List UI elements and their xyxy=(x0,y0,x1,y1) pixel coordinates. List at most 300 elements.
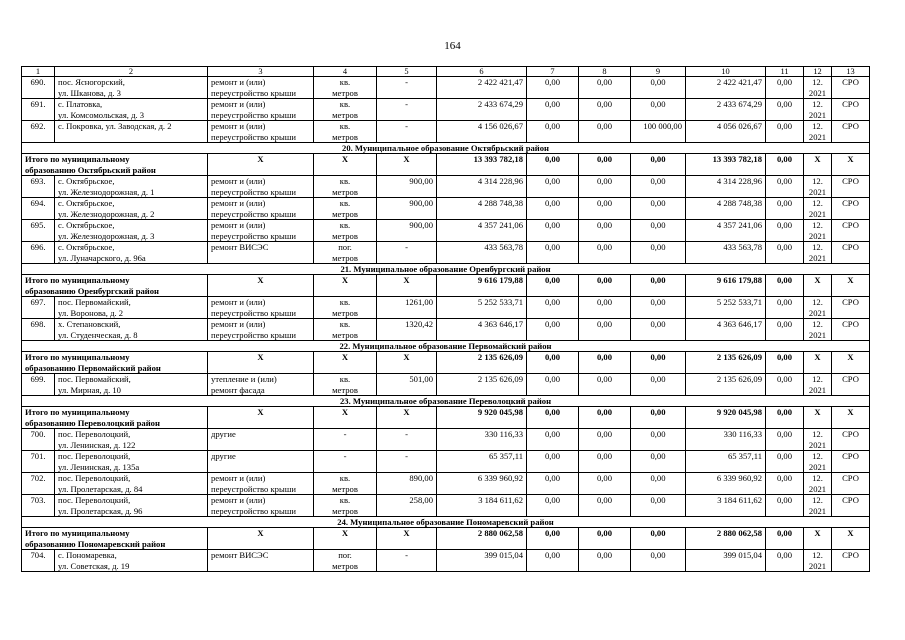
cell-amount: 0,00 xyxy=(766,451,804,473)
cell-x: Х xyxy=(832,154,870,176)
table-row xyxy=(22,495,870,517)
cell-x: Х xyxy=(377,154,437,176)
cell-method: СРО xyxy=(832,495,870,517)
cell-amount: 0,00 xyxy=(579,451,631,473)
cell-total: 2 135 626,09 xyxy=(437,374,527,396)
register-table xyxy=(21,66,870,572)
cell-total: 433 563,78 xyxy=(437,242,527,264)
cell-amount: 0,00 xyxy=(631,495,686,517)
cell-total: 2 422 421,47 xyxy=(437,77,527,99)
cell-x: Х xyxy=(804,154,832,176)
section-title: 22. Муниципальное образование Первомайский район xyxy=(22,341,870,352)
cell-unit: кв. метров xyxy=(314,495,377,517)
cell-amount: 4 056 026,67 xyxy=(686,121,766,143)
cell-x: Х xyxy=(832,407,870,429)
cell-quantity: 890,00 xyxy=(377,473,437,495)
cell-quantity: - xyxy=(377,77,437,99)
cell-term: 12. 2021 xyxy=(804,319,832,341)
cell-address: пос. Ясногорский, ул. Шканова, д. 3 xyxy=(55,77,208,99)
cell-method: СРО xyxy=(832,121,870,143)
section-header-row xyxy=(22,143,870,154)
cell-unit: кв. метров xyxy=(314,374,377,396)
cell-amount: 0,00 xyxy=(527,121,579,143)
cell-amount: 0,00 xyxy=(579,429,631,451)
cell-method: СРО xyxy=(832,99,870,121)
cell-amount: 0,00 xyxy=(631,275,686,297)
col-header: 3 xyxy=(208,67,314,77)
section-title: 20. Муниципальное образование Октябрьский район xyxy=(22,143,870,154)
cell-address: пос. Переволоцкий, ул. Ленинская, д. 135а xyxy=(55,451,208,473)
cell-unit: кв. метров xyxy=(314,99,377,121)
cell-amount: 13 393 782,18 xyxy=(686,154,766,176)
cell-method: СРО xyxy=(832,550,870,572)
cell-number: 690. xyxy=(22,77,55,99)
section-header-row xyxy=(22,264,870,275)
cell-amount: 5 252 533,71 xyxy=(686,297,766,319)
cell-quantity: - xyxy=(377,121,437,143)
cell-x: Х xyxy=(377,352,437,374)
cell-x: Х xyxy=(377,275,437,297)
cell-amount: 0,00 xyxy=(527,319,579,341)
table-row xyxy=(22,77,870,99)
district-total-row xyxy=(22,352,870,374)
cell-total: 399 015,04 xyxy=(437,550,527,572)
cell-amount: 0,00 xyxy=(579,275,631,297)
cell-x: Х xyxy=(208,275,314,297)
cell-term: 12. 2021 xyxy=(804,495,832,517)
cell-term: 12. 2021 xyxy=(804,429,832,451)
table-row xyxy=(22,198,870,220)
cell-unit: кв. метров xyxy=(314,77,377,99)
cell-quantity: - xyxy=(377,99,437,121)
cell-amount: 0,00 xyxy=(766,429,804,451)
cell-amount: 433 563,78 xyxy=(686,242,766,264)
cell-amount: 0,00 xyxy=(631,198,686,220)
cell-amount: 0,00 xyxy=(766,407,804,429)
cell-unit: кв. метров xyxy=(314,198,377,220)
cell-amount: 0,00 xyxy=(527,242,579,264)
col-header: 5 xyxy=(377,67,437,77)
cell-quantity: 1320,42 xyxy=(377,319,437,341)
cell-work-type: другие xyxy=(208,429,314,451)
col-header: 10 xyxy=(686,67,766,77)
cell-amount: 0,00 xyxy=(631,528,686,550)
cell-x: Х xyxy=(832,352,870,374)
cell-amount: 0,00 xyxy=(527,198,579,220)
cell-amount: 0,00 xyxy=(579,319,631,341)
cell-method: СРО xyxy=(832,176,870,198)
cell-amount: 3 184 611,62 xyxy=(686,495,766,517)
cell-amount: 0,00 xyxy=(631,154,686,176)
cell-number: 697. xyxy=(22,297,55,319)
cell-amount: 0,00 xyxy=(766,198,804,220)
cell-work-type: ремонт ВИСЭС xyxy=(208,550,314,572)
cell-quantity: 501,00 xyxy=(377,374,437,396)
cell-amount: 0,00 xyxy=(527,429,579,451)
cell-work-type: ремонт и (или) переустройство крыши xyxy=(208,473,314,495)
cell-x: Х xyxy=(377,407,437,429)
cell-term: 12. 2021 xyxy=(804,473,832,495)
cell-amount: 0,00 xyxy=(766,99,804,121)
cell-method: СРО xyxy=(832,319,870,341)
cell-work-type: ремонт и (или) переустройство крыши xyxy=(208,495,314,517)
cell-unit: кв. метров xyxy=(314,220,377,242)
col-header: 9 xyxy=(631,67,686,77)
col-header: 8 xyxy=(579,67,631,77)
cell-amount: 0,00 xyxy=(766,154,804,176)
cell-x: Х xyxy=(804,275,832,297)
cell-number: 699. xyxy=(22,374,55,396)
cell-work-type: ремонт и (или) переустройство крыши xyxy=(208,121,314,143)
cell-method: СРО xyxy=(832,242,870,264)
cell-amount: 0,00 xyxy=(766,473,804,495)
cell-amount: 100 000,00 xyxy=(631,121,686,143)
cell-x: Х xyxy=(314,407,377,429)
cell-address: х. Степановский, ул. Студенческая, д. 8 xyxy=(55,319,208,341)
cell-address: пос. Первомайский, ул. Мирная, д. 10 xyxy=(55,374,208,396)
cell-amount: 0,00 xyxy=(766,352,804,374)
cell-number: 696. xyxy=(22,242,55,264)
cell-total: 2 433 674,29 xyxy=(437,99,527,121)
total-label: Итого по муниципальному образованию Октябрьский район xyxy=(22,154,208,176)
table-row xyxy=(22,176,870,198)
cell-amount: 0,00 xyxy=(631,429,686,451)
cell-method: СРО xyxy=(832,429,870,451)
col-header: 4 xyxy=(314,67,377,77)
cell-address: с. Покровка, ул. Заводская, д. 2 xyxy=(55,121,208,143)
cell-number: 701. xyxy=(22,451,55,473)
cell-unit: кв. метров xyxy=(314,319,377,341)
cell-total: 9 616 179,88 xyxy=(437,275,527,297)
cell-number: 695. xyxy=(22,220,55,242)
cell-work-type: ремонт и (или) переустройство крыши xyxy=(208,198,314,220)
cell-amount: 4 288 748,38 xyxy=(686,198,766,220)
cell-address: пос. Переволоцкий, ул. Пролетарская, д. 84 xyxy=(55,473,208,495)
total-label: Итого по муниципальному образованию Пономаревский район xyxy=(22,528,208,550)
section-title: 21. Муниципальное образование Оренбургский район xyxy=(22,264,870,275)
cell-amount: 0,00 xyxy=(766,121,804,143)
cell-method: СРО xyxy=(832,374,870,396)
cell-x: Х xyxy=(314,528,377,550)
table-row xyxy=(22,550,870,572)
cell-amount: 0,00 xyxy=(527,374,579,396)
cell-amount: 0,00 xyxy=(527,550,579,572)
cell-method: СРО xyxy=(832,473,870,495)
cell-method: СРО xyxy=(832,220,870,242)
cell-x: Х xyxy=(832,275,870,297)
cell-total: 65 357,11 xyxy=(437,451,527,473)
district-total-row xyxy=(22,528,870,550)
cell-amount: 0,00 xyxy=(631,176,686,198)
cell-amount: 0,00 xyxy=(766,220,804,242)
cell-amount: 0,00 xyxy=(766,297,804,319)
total-label: Итого по муниципальному образованию Переволоцкий район xyxy=(22,407,208,429)
cell-x: Х xyxy=(208,528,314,550)
cell-amount: 0,00 xyxy=(631,550,686,572)
cell-term: 12. 2021 xyxy=(804,550,832,572)
cell-quantity: - xyxy=(377,429,437,451)
cell-unit: кв. метров xyxy=(314,176,377,198)
cell-amount: 0,00 xyxy=(766,495,804,517)
cell-term: 12. 2021 xyxy=(804,77,832,99)
cell-total: 330 116,33 xyxy=(437,429,527,451)
cell-amount: 0,00 xyxy=(766,242,804,264)
cell-amount: 0,00 xyxy=(527,407,579,429)
cell-total: 13 393 782,18 xyxy=(437,154,527,176)
cell-total: 4 363 646,17 xyxy=(437,319,527,341)
total-label: Итого по муниципальному образованию Оренбургский район xyxy=(22,275,208,297)
cell-work-type: ремонт и (или) переустройство крыши xyxy=(208,77,314,99)
cell-amount: 0,00 xyxy=(631,77,686,99)
cell-amount: 0,00 xyxy=(527,220,579,242)
cell-amount: 0,00 xyxy=(579,374,631,396)
cell-total: 3 184 611,62 xyxy=(437,495,527,517)
cell-amount: 2 422 421,47 xyxy=(686,77,766,99)
cell-amount: 0,00 xyxy=(766,275,804,297)
cell-quantity: - xyxy=(377,242,437,264)
col-header: 11 xyxy=(766,67,804,77)
cell-total: 6 339 960,92 xyxy=(437,473,527,495)
cell-amount: 0,00 xyxy=(766,319,804,341)
cell-amount: 0,00 xyxy=(631,297,686,319)
cell-total: 4 156 026,67 xyxy=(437,121,527,143)
section-title: 24. Муниципальное образование Пономаревский район xyxy=(22,517,870,528)
cell-quantity: 1261,00 xyxy=(377,297,437,319)
cell-term: 12. 2021 xyxy=(804,99,832,121)
cell-amount: 6 339 960,92 xyxy=(686,473,766,495)
cell-amount: 2 433 674,29 xyxy=(686,99,766,121)
cell-amount: 0,00 xyxy=(631,242,686,264)
cell-amount: 0,00 xyxy=(631,473,686,495)
cell-number: 703. xyxy=(22,495,55,517)
cell-x: Х xyxy=(804,352,832,374)
cell-method: СРО xyxy=(832,198,870,220)
cell-unit: кв. метров xyxy=(314,297,377,319)
cell-amount: 330 116,33 xyxy=(686,429,766,451)
cell-total: 2 135 626,09 xyxy=(437,352,527,374)
cell-quantity: 258,00 xyxy=(377,495,437,517)
cell-term: 12. 2021 xyxy=(804,176,832,198)
cell-amount: 0,00 xyxy=(579,528,631,550)
cell-address: пос. Переволоцкий, ул. Пролетарская, д. 96 xyxy=(55,495,208,517)
cell-amount: 0,00 xyxy=(527,99,579,121)
cell-term: 12. 2021 xyxy=(804,297,832,319)
cell-term: 12. 2021 xyxy=(804,198,832,220)
cell-term: 12. 2021 xyxy=(804,121,832,143)
cell-address: с. Октябрьское, ул. Железнодорожная, д. 3 xyxy=(55,220,208,242)
cell-number: 704. xyxy=(22,550,55,572)
cell-amount: 4 363 646,17 xyxy=(686,319,766,341)
cell-amount: 2 135 626,09 xyxy=(686,352,766,374)
cell-work-type: другие xyxy=(208,451,314,473)
cell-total: 4 314 228,96 xyxy=(437,176,527,198)
cell-amount: 0,00 xyxy=(766,550,804,572)
cell-term: 12. 2021 xyxy=(804,220,832,242)
col-header: 1 xyxy=(22,67,55,77)
cell-amount: 0,00 xyxy=(579,176,631,198)
cell-amount: 0,00 xyxy=(579,495,631,517)
cell-work-type: утепление и (или) ремонт фасада xyxy=(208,374,314,396)
cell-total: 9 920 045,98 xyxy=(437,407,527,429)
cell-x: Х xyxy=(377,528,437,550)
cell-amount: 0,00 xyxy=(527,495,579,517)
cell-amount: 9 616 179,88 xyxy=(686,275,766,297)
cell-amount: 0,00 xyxy=(631,319,686,341)
cell-amount: 0,00 xyxy=(579,407,631,429)
cell-method: СРО xyxy=(832,77,870,99)
table-row xyxy=(22,297,870,319)
cell-number: 692. xyxy=(22,121,55,143)
cell-work-type: ремонт и (или) переустройство крыши xyxy=(208,176,314,198)
cell-work-type: ремонт и (или) переустройство крыши xyxy=(208,99,314,121)
cell-amount: 0,00 xyxy=(527,352,579,374)
cell-work-type: ремонт и (или) переустройство крыши xyxy=(208,319,314,341)
cell-total: 2 880 062,58 xyxy=(437,528,527,550)
cell-quantity: - xyxy=(377,550,437,572)
cell-amount: 0,00 xyxy=(527,451,579,473)
cell-address: с. Платовка, ул. Комсомольская, д. 3 xyxy=(55,99,208,121)
table-row xyxy=(22,99,870,121)
cell-amount: 0,00 xyxy=(766,77,804,99)
cell-amount: 4 314 228,96 xyxy=(686,176,766,198)
cell-x: Х xyxy=(314,352,377,374)
cell-x: Х xyxy=(208,352,314,374)
cell-amount: 0,00 xyxy=(527,275,579,297)
cell-number: 693. xyxy=(22,176,55,198)
cell-quantity: - xyxy=(377,451,437,473)
cell-address: пос. Переволоцкий, ул. Ленинская, д. 122 xyxy=(55,429,208,451)
cell-amount: 2 880 062,58 xyxy=(686,528,766,550)
section-title: 23. Муниципальное образование Переволоцкий район xyxy=(22,396,870,407)
cell-amount: 0,00 xyxy=(579,352,631,374)
cell-address: пос. Первомайский, ул. Воронова, д. 2 xyxy=(55,297,208,319)
cell-unit: кв. метров xyxy=(314,473,377,495)
cell-amount: 0,00 xyxy=(579,242,631,264)
cell-amount: 0,00 xyxy=(631,99,686,121)
cell-number: 702. xyxy=(22,473,55,495)
cell-address: с. Октябрьское, ул. Железнодорожная, д. 2 xyxy=(55,198,208,220)
cell-term: 12. 2021 xyxy=(804,242,832,264)
cell-amount: 0,00 xyxy=(579,220,631,242)
col-header: 2 xyxy=(55,67,208,77)
cell-amount: 4 357 241,06 xyxy=(686,220,766,242)
cell-unit: - xyxy=(314,429,377,451)
cell-number: 691. xyxy=(22,99,55,121)
cell-total: 4 288 748,38 xyxy=(437,198,527,220)
cell-work-type: ремонт ВИСЭС xyxy=(208,242,314,264)
col-header: 12 xyxy=(804,67,832,77)
cell-address: с. Октябрьское, ул. Луначарского, д. 96а xyxy=(55,242,208,264)
cell-amount: 0,00 xyxy=(579,297,631,319)
col-header: 13 xyxy=(832,67,870,77)
cell-quantity: 900,00 xyxy=(377,176,437,198)
cell-unit: - xyxy=(314,451,377,473)
cell-amount: 0,00 xyxy=(527,77,579,99)
cell-amount: 0,00 xyxy=(579,473,631,495)
district-total-row xyxy=(22,275,870,297)
cell-x: Х xyxy=(804,528,832,550)
cell-amount: 0,00 xyxy=(527,154,579,176)
cell-amount: 0,00 xyxy=(527,528,579,550)
cell-amount: 0,00 xyxy=(631,407,686,429)
cell-amount: 0,00 xyxy=(631,451,686,473)
table-row xyxy=(22,429,870,451)
district-total-row xyxy=(22,407,870,429)
table-row xyxy=(22,451,870,473)
cell-amount: 0,00 xyxy=(631,352,686,374)
cell-number: 700. xyxy=(22,429,55,451)
cell-amount: 0,00 xyxy=(579,121,631,143)
table-row xyxy=(22,374,870,396)
cell-x: Х xyxy=(314,275,377,297)
cell-amount: 9 920 045,98 xyxy=(686,407,766,429)
cell-amount: 0,00 xyxy=(579,154,631,176)
cell-amount: 0,00 xyxy=(527,176,579,198)
col-header: 7 xyxy=(527,67,579,77)
cell-total: 5 252 533,71 xyxy=(437,297,527,319)
total-label: Итого по муниципальному образованию Первомайский район xyxy=(22,352,208,374)
cell-amount: 0,00 xyxy=(579,77,631,99)
cell-amount: 0,00 xyxy=(766,374,804,396)
cell-amount: 0,00 xyxy=(527,473,579,495)
table-row xyxy=(22,473,870,495)
cell-term: 12. 2021 xyxy=(804,374,832,396)
cell-amount: 0,00 xyxy=(631,220,686,242)
table-row xyxy=(22,319,870,341)
cell-amount: 65 357,11 xyxy=(686,451,766,473)
cell-address: с. Октябрьское, ул. Железнодорожная, д. 1 xyxy=(55,176,208,198)
table-row xyxy=(22,242,870,264)
cell-number: 698. xyxy=(22,319,55,341)
cell-amount: 0,00 xyxy=(579,99,631,121)
section-header-row xyxy=(22,517,870,528)
cell-quantity: 900,00 xyxy=(377,220,437,242)
cell-amount: 399 015,04 xyxy=(686,550,766,572)
section-header-row xyxy=(22,396,870,407)
cell-amount: 0,00 xyxy=(766,528,804,550)
table-row xyxy=(22,121,870,143)
cell-address: с. Пономаревка, ул. Советская, д. 19 xyxy=(55,550,208,572)
cell-x: Х xyxy=(804,407,832,429)
cell-x: Х xyxy=(832,528,870,550)
cell-total: 4 357 241,06 xyxy=(437,220,527,242)
section-header-row xyxy=(22,341,870,352)
cell-quantity: 900,00 xyxy=(377,198,437,220)
cell-unit: пог. метров xyxy=(314,242,377,264)
cell-unit: кв. метров xyxy=(314,121,377,143)
cell-amount: 0,00 xyxy=(579,198,631,220)
cell-unit: пог. метров xyxy=(314,550,377,572)
cell-amount: 0,00 xyxy=(766,176,804,198)
page-number: 164 xyxy=(444,40,461,52)
table-row xyxy=(22,220,870,242)
cell-term: 12. 2021 xyxy=(804,451,832,473)
col-header: 6 xyxy=(437,67,527,77)
cell-x: Х xyxy=(208,154,314,176)
cell-method: СРО xyxy=(832,297,870,319)
cell-x: Х xyxy=(314,154,377,176)
cell-method: СРО xyxy=(832,451,870,473)
cell-x: Х xyxy=(208,407,314,429)
cell-work-type: ремонт и (или) переустройство крыши xyxy=(208,297,314,319)
cell-work-type: ремонт и (или) переустройство крыши xyxy=(208,220,314,242)
cell-number: 694. xyxy=(22,198,55,220)
cell-amount: 0,00 xyxy=(631,374,686,396)
cell-amount: 2 135 626,09 xyxy=(686,374,766,396)
cell-amount: 0,00 xyxy=(527,297,579,319)
column-number-row xyxy=(22,67,870,77)
cell-amount: 0,00 xyxy=(579,550,631,572)
